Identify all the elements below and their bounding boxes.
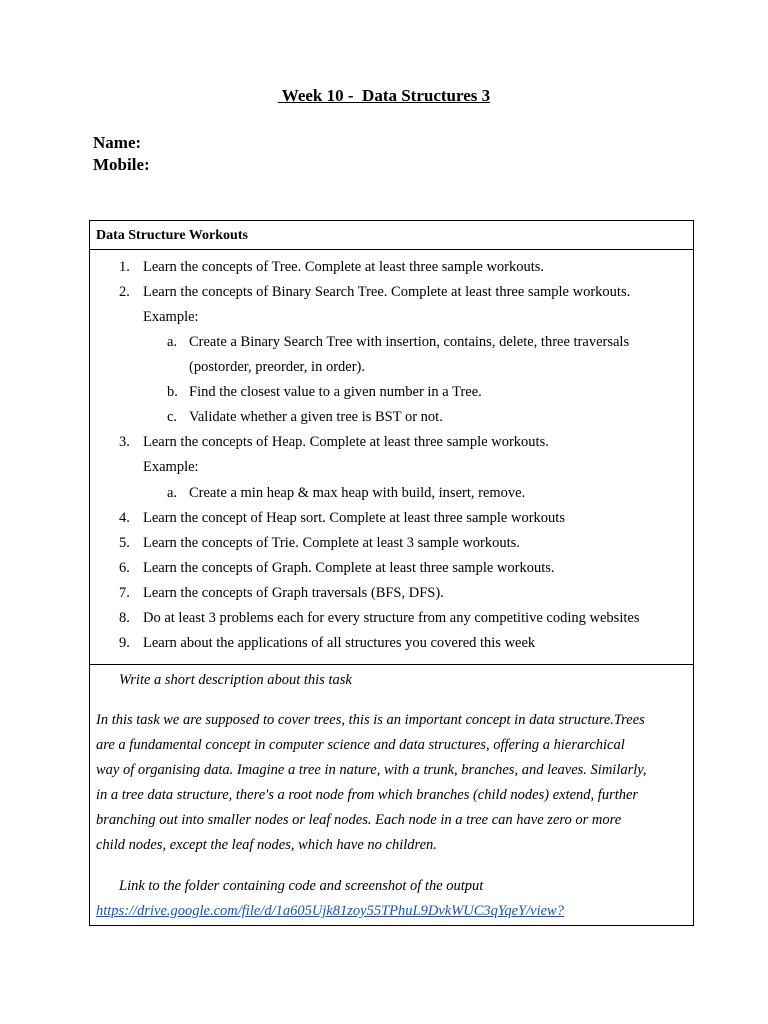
- subtask-letter: c.: [167, 409, 178, 425]
- subtask-letter: a.: [167, 334, 178, 350]
- task-number: 7.: [119, 585, 130, 601]
- task-text: Learn the concept of Heap sort. Complete at least three sample workouts: [143, 510, 565, 526]
- mobile-label: Mobile:: [93, 155, 150, 174]
- task-text: Do at least 3 problems each for every structure from any competitive coding websites: [143, 610, 640, 626]
- task-number: 4.: [119, 510, 130, 526]
- name-label: Name:: [93, 133, 142, 152]
- task-text: Learn the concepts of Heap. Complete at least three sample workouts.: [143, 434, 549, 450]
- subtask-text: Create a Binary Search Tree with insertion, contains, delete, three traversals: [189, 334, 630, 350]
- description-prompt: Write a short description about this task: [119, 672, 352, 688]
- task-number: 6.: [119, 560, 130, 576]
- description-line: In this task we are supposed to cover trees, this is an important concept in data structure.Trees: [96, 712, 645, 728]
- description-line: branching out into smaller nodes or leaf nodes. Each node in a tree can have zero or more: [96, 812, 622, 828]
- workouts-table: [89, 220, 694, 926]
- subtask-text: Validate whether a given tree is BST or not.: [189, 409, 443, 425]
- subtask-text: Create a min heap & max heap with build, insert, remove.: [189, 485, 526, 501]
- task-number: 9.: [119, 635, 130, 651]
- description-line: child nodes, except the leaf nodes, which have no children.: [96, 837, 437, 853]
- document-title: Week 10 - Data Structures 3: [277, 86, 491, 105]
- task-text: Learn the concepts of Graph. Complete at least three sample workouts.: [143, 560, 555, 576]
- task-number: 1.: [119, 259, 130, 275]
- task-text: Example:: [143, 459, 199, 475]
- task-text: Learn the concepts of Trie. Complete at least 3 sample workouts.: [143, 535, 520, 551]
- subtask-text: (postorder, preorder, in order).: [189, 359, 365, 375]
- task-list: [90, 250, 693, 665]
- task-text: Learn the concepts of Tree. Complete at least three sample workouts.: [143, 259, 545, 275]
- drive-link[interactable]: https://drive.google.com/file/d/1a605Ujk81zoy55TPhuL9DvkWUC3qYqeY/view?: [96, 903, 564, 919]
- task-number: 8.: [119, 610, 130, 626]
- task-number: 5.: [119, 535, 130, 551]
- subtask-text: Find the closest value to a given number in a Tree.: [189, 384, 482, 400]
- subtask-letter: a.: [167, 485, 178, 501]
- section-heading: Data Structure Workouts: [90, 221, 693, 250]
- description-line: in a tree data structure, there's a root node from which branches (child nodes) extend, further: [96, 787, 639, 803]
- task-text: Example:: [143, 309, 199, 325]
- task-number: 3.: [119, 434, 130, 450]
- description-line: way of organising data. Imagine a tree in nature, with a trunk, branches, and leaves. Similarly,: [96, 762, 647, 778]
- task-number: 2.: [119, 284, 130, 300]
- link-prompt: Link to the folder containing code and screenshot of the output: [119, 878, 484, 894]
- task-text: Learn about the applications of all structures you covered this week: [143, 635, 536, 651]
- task-text: Learn the concepts of Graph traversals (BFS, DFS).: [143, 585, 444, 601]
- description-line: are a fundamental concept in computer science and data structures, offering a hierarchical: [96, 737, 625, 753]
- subtask-letter: b.: [167, 384, 178, 400]
- task-text: Learn the concepts of Binary Search Tree. Complete at least three sample workouts.: [143, 284, 631, 300]
